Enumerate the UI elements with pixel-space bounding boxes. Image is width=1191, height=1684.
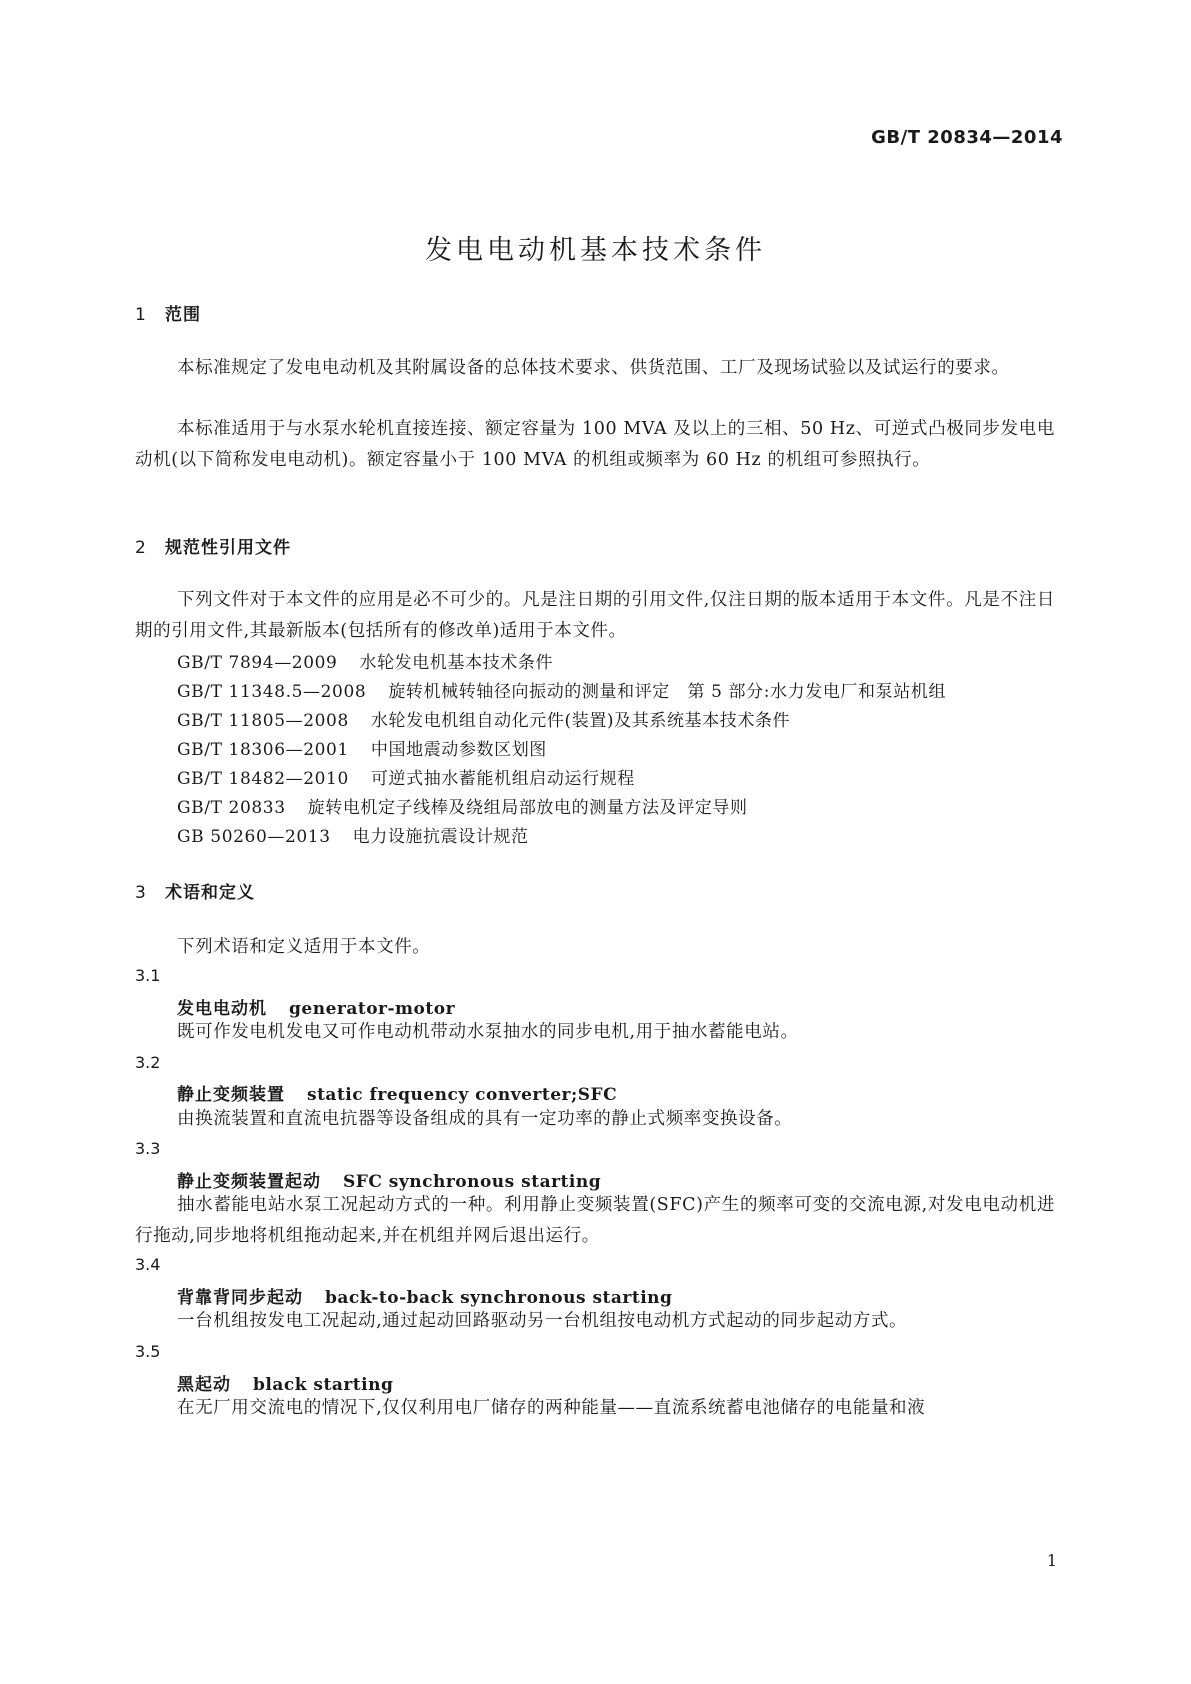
term-zh: 背靠背同步起动 (177, 1288, 303, 1308)
section-number: 1 (135, 305, 147, 325)
scope-paragraph-2: 本标准适用于与水泵水轮机直接连接、额定容量为 100 MVA 及以上的三相、50 Hz、可逆式凸极同步发电电动机(以下简称发电电动机)。额定容量小于 100 MVA 的机组或频率为 60 Hz 的机组可参照执行。 (135, 419, 1055, 470)
reference-code: GB/T 11805—2008 (177, 711, 349, 731)
term-zh: 静止变频装置 (177, 1085, 285, 1105)
term-en: generator-motor (289, 999, 456, 1019)
term-heading (177, 1370, 393, 1395)
reference-title: 可逆式抽水蓄能机组启动运行规程 (370, 769, 635, 789)
reference-title: 水轮发电机组自动化元件(装置)及其系统基本技术条件 (370, 711, 791, 731)
reference-item (177, 764, 1057, 789)
term-definition: 一台机组按发电工况起动,通过起动回路驱动另一台机组按电动机方式起动的同步起动方式。 (177, 1311, 908, 1331)
section-heading-2 (135, 533, 291, 558)
reference-title: 水轮发电机基本技术条件 (359, 653, 554, 673)
reference-title: 旋转机械转轴径向振动的测量和评定 第 5 部分:水力发电厂和泵站机组 (388, 682, 947, 702)
reference-item (177, 706, 1057, 731)
standard-code: GB/T 20834—2014 (871, 127, 1063, 148)
term-number: 3.1 (135, 966, 161, 985)
term-number: 3.2 (135, 1053, 161, 1072)
term-zh: 发电电动机 (177, 999, 267, 1019)
term-heading (177, 1167, 601, 1192)
section-title: 范围 (165, 305, 201, 325)
term-definition: 由换流装置和直流电抗器等设备组成的具有一定功率的静止式频率变换设备。 (177, 1109, 793, 1129)
terms-intro: 下列术语和定义适用于本文件。 (177, 937, 431, 957)
section-title: 规范性引用文件 (165, 538, 291, 558)
reference-code: GB/T 18482—2010 (177, 769, 349, 789)
term-en: SFC synchronous starting (343, 1172, 602, 1192)
reference-item (177, 677, 1057, 702)
reference-item (177, 793, 1057, 818)
term-heading (177, 994, 455, 1019)
reference-code: GB/T 20833 (177, 798, 286, 818)
reference-item (177, 648, 1057, 673)
section-title: 术语和定义 (165, 883, 255, 903)
reference-code: GB/T 7894—2009 (177, 653, 338, 673)
term-zh: 静止变频装置起动 (177, 1172, 321, 1192)
references-intro: 下列文件对于本文件的应用是必不可少的。凡是注日期的引用文件,仅注日期的版本适用于本文件。凡是不注日期的引用文件,其最新版本(包括所有的修改单)适用于本文件。 (135, 590, 1055, 641)
term-definition: 在无厂用交流电的情况下,仅仅利用电厂储存的两种能量——直流系统蓄电池储存的电能量和液 (177, 1398, 926, 1418)
section-number: 2 (135, 538, 147, 558)
term-heading (177, 1080, 617, 1105)
term-definition: 抽水蓄能电站水泵工况起动方式的一种。利用静止变频装置(SFC)产生的频率可变的交流电源,对发电电动机进行拖动,同步地将机组拖动起来,并在机组并网后退出运行。 (135, 1195, 1055, 1246)
section-heading-1 (135, 300, 201, 325)
reference-code: GB/T 18306—2001 (177, 740, 349, 760)
document-title: 发电电动机基本技术条件 (425, 235, 766, 266)
reference-title: 电力设施抗震设计规范 (352, 827, 529, 847)
scope-paragraph-1: 本标准规定了发电电动机及其附属设备的总体技术要求、供货范围、工厂及现场试验以及试运行的要求。 (177, 358, 1010, 378)
reference-code: GB 50260—2013 (177, 827, 331, 847)
term-heading (177, 1283, 672, 1308)
term-number: 3.3 (135, 1139, 161, 1158)
term-en: black starting (253, 1375, 394, 1395)
term-definition: 既可作发电机发电又可作电动机带动水泵抽水的同步电机,用于抽水蓄能电站。 (177, 1022, 799, 1042)
section-heading-3 (135, 878, 255, 903)
term-number: 3.5 (135, 1342, 161, 1361)
term-en: static frequency converter;SFC (307, 1085, 618, 1105)
reference-item (177, 822, 1057, 847)
term-zh: 黑起动 (177, 1375, 231, 1395)
reference-title: 旋转电机定子线棒及绕组局部放电的测量方法及评定导则 (307, 798, 748, 818)
term-en: back-to-back synchronous starting (325, 1288, 673, 1308)
reference-title: 中国地震动参数区划图 (370, 740, 547, 760)
page-number: 1 (1046, 1551, 1057, 1570)
reference-item (177, 735, 1057, 760)
section-number: 3 (135, 883, 147, 903)
term-number: 3.4 (135, 1255, 161, 1274)
reference-code: GB/T 11348.5—2008 (177, 682, 367, 702)
